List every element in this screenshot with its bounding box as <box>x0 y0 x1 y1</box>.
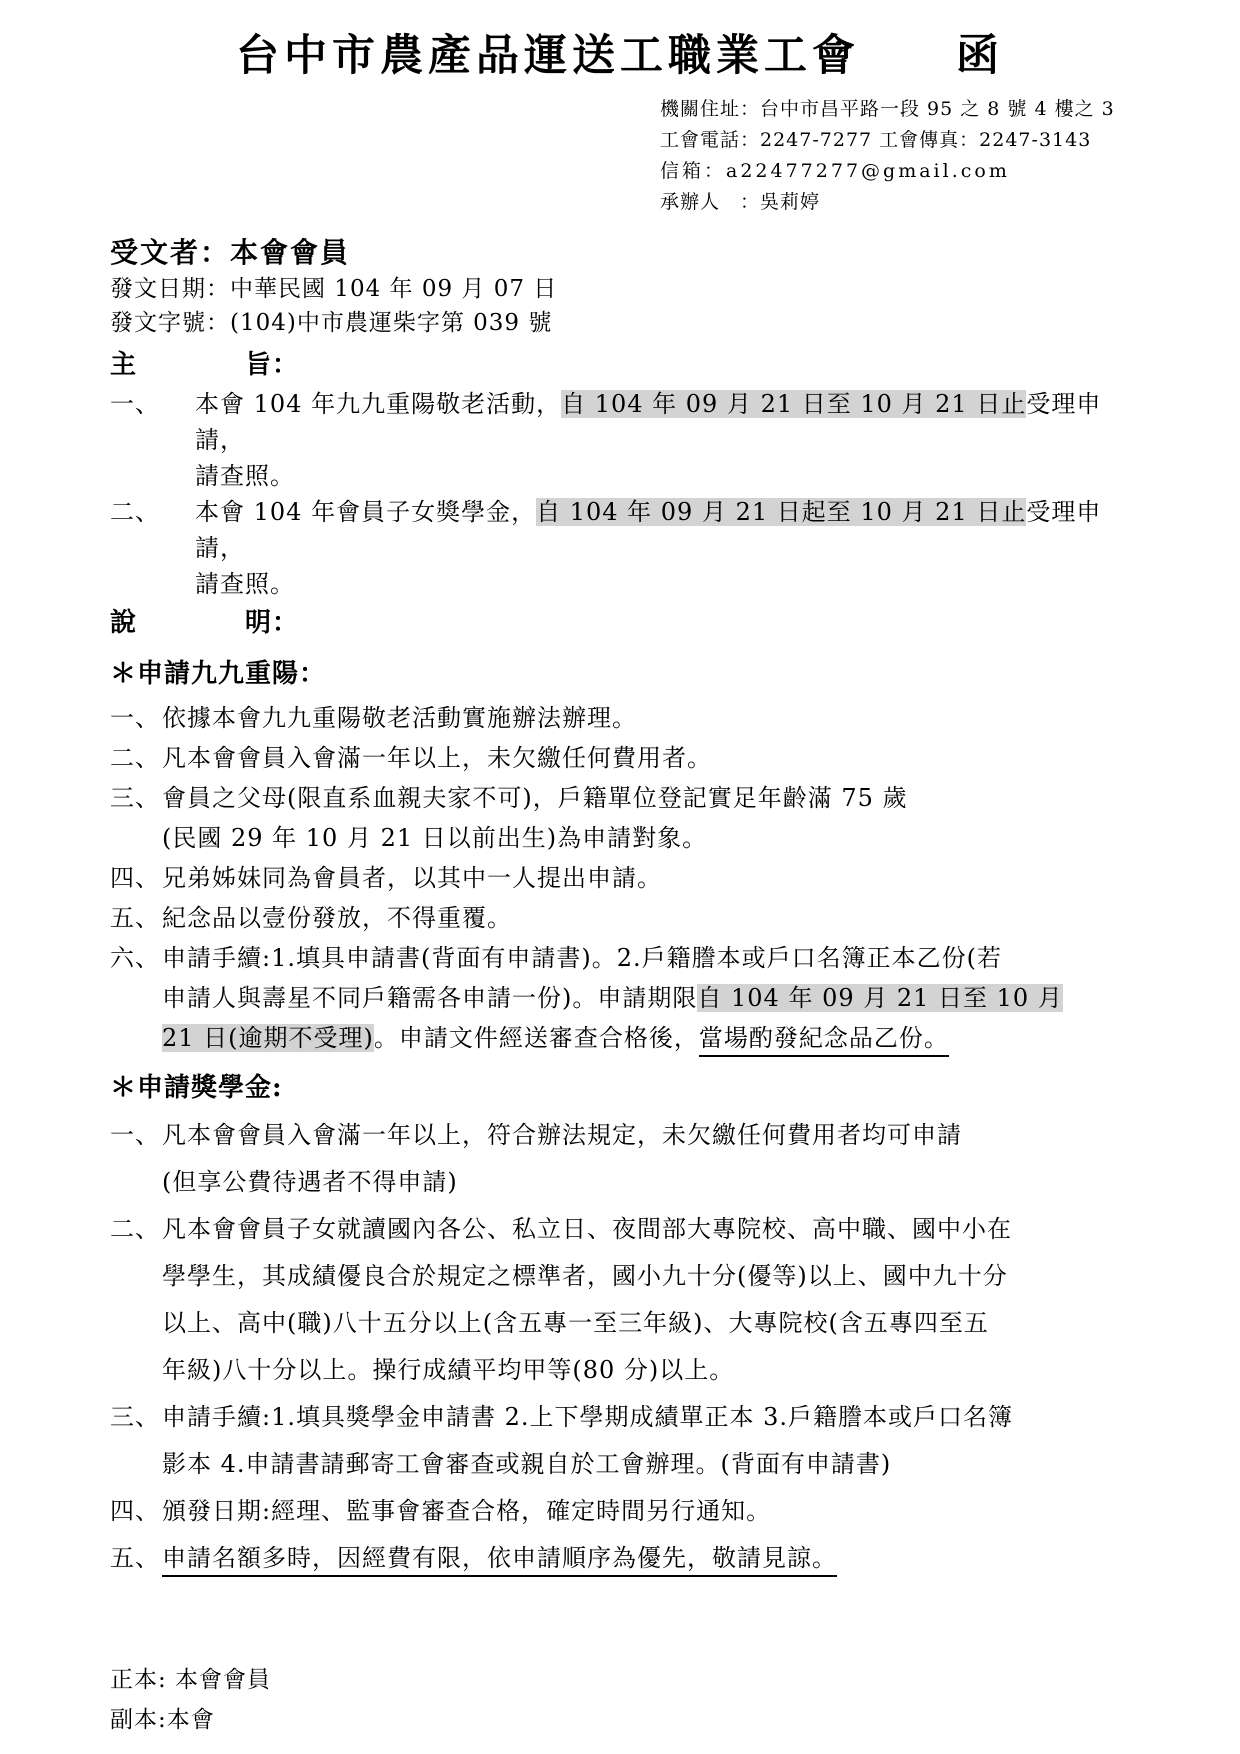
body-item <box>110 1206 1130 1394</box>
item-marker: 三、 <box>110 1403 160 1431</box>
section-label: 主 旨： <box>110 350 300 380</box>
body-item <box>110 386 1130 494</box>
text-segment: 頒發日期:經理、監事會審查合格，確定時間另行通知。 <box>162 1497 772 1525</box>
document-body <box>110 344 1130 1582</box>
copy-original-line: 正本: 本會會員 <box>110 1667 272 1693</box>
body-item <box>110 898 1130 938</box>
section-subheader: ＊申請九九重陽： <box>110 659 327 689</box>
highlighted-text: 自 104 年 09 月 21 日至 10 月 21 日止 <box>561 390 1027 418</box>
text-segment: 。申請文件經送審查合格後， <box>373 1024 699 1052</box>
text-segment: 本會 104 年九九重陽敬老活動， <box>195 390 562 418</box>
text-segment: 申請手續:1.填具獎學金申請書 2.上下學期成績單正本 3.戶籍謄本或戶口名簿 <box>162 1403 1014 1431</box>
text-segment: 學學生，其成績優良合於規定之標準者，國小九十分(優等)以上、國中九十分 <box>162 1262 1008 1290</box>
ref-number-line: 發文字號：(104)中市農運柴字第 039 號 <box>110 310 553 336</box>
underlined-text: 申請名額多時，因經費有限，依申請順序為優先，敬請見諒。 <box>162 1544 837 1577</box>
text-segment: 影本 4.申請書請郵寄工會審查或親自於工會辦理。(背面有申請書) <box>162 1450 892 1478</box>
text-segment: 凡本會會員入會滿一年以上，未欠繳任何費用者。 <box>162 744 712 772</box>
text-segment: 以上、高中(職)八十五分以上(含五專一至三年級)、大專院校(含五專四至五 <box>162 1309 989 1337</box>
item-marker: 五、 <box>110 1544 160 1572</box>
text-segment: 請查照。 <box>195 462 295 490</box>
body-item <box>110 698 1130 738</box>
item-marker: 四、 <box>110 1497 160 1525</box>
body-item <box>110 738 1130 778</box>
org-email: 信箱：a22477277@gmail.com <box>660 160 1010 182</box>
text-segment: 受理申請， <box>195 390 1102 454</box>
org-address: 機關住址：台中市昌平路一段 95 之 8 號 4 樓之 3 <box>660 98 1115 120</box>
text-segment: 申請人與壽星不同戶籍需各申請一份)。申請期限 <box>162 984 698 1012</box>
text-segment: 凡本會會員子女就讀國內各公、私立日、夜間部大專院校、高中職、國中小在 <box>162 1215 1012 1243</box>
item-marker: 二、 <box>110 1215 160 1243</box>
text-segment: 會員之父母(限直系血親夫家不可)，戶籍單位登記實足年齡滿 75 歲 <box>162 784 908 812</box>
text-segment: 請查照。 <box>195 570 295 598</box>
text-segment: (但享公費待遇者不得申請) <box>162 1168 458 1196</box>
item-marker: 二、 <box>110 744 160 772</box>
item-marker: 一、 <box>110 390 160 418</box>
section-label: 說 明： <box>110 608 300 638</box>
section-subheader: ＊申請獎學金: <box>110 1073 283 1103</box>
highlighted-text: 自 104 年 09 月 21 日至 10 月 <box>697 984 1063 1012</box>
copy-duplicate-line: 副本:本會 <box>110 1707 215 1733</box>
underlined-text: 當場酌發紀念品乙份。 <box>699 1024 949 1057</box>
text-segment: 本會 104 年會員子女獎學金， <box>195 498 537 526</box>
body-item <box>110 1112 1130 1206</box>
highlighted-text: 21 日(逾期不受理) <box>162 1024 374 1052</box>
item-marker: 五、 <box>110 904 160 932</box>
item-marker: 三、 <box>110 784 160 812</box>
item-marker: 六、 <box>110 944 160 972</box>
item-marker: 二、 <box>110 498 160 526</box>
document-title: 台中市農產品運送工職業工會 函 <box>236 31 1004 81</box>
issue-date-line: 發文日期：中華民國 104 年 09 月 07 日 <box>110 276 558 302</box>
text-segment: (民國 29 年 10 月 21 日以前出生)為申請對象。 <box>162 824 708 852</box>
org-phone-fax: 工會電話：2247-7277 工會傳真：2247-3143 <box>660 129 1092 151</box>
text-segment: 年級)八十分以上。操行成績平均甲等(80 分)以上。 <box>162 1356 735 1384</box>
body-item <box>110 1394 1130 1488</box>
highlighted-text: 自 104 年 09 月 21 日起至 10 月 21 日止 <box>536 498 1027 526</box>
text-segment: 凡本會會員入會滿一年以上，符合辦法規定，未欠繳任何費用者均可申請 <box>162 1121 962 1149</box>
recipient-line: 受文者：本會會員 <box>110 236 351 269</box>
body-item <box>110 1535 1130 1582</box>
text-segment: 紀念品以壹份發放，不得重覆。 <box>162 904 512 932</box>
text-segment: 依據本會九九重陽敬老活動實施辦法辦理。 <box>162 704 637 732</box>
body-item <box>110 778 1130 858</box>
item-marker: 四、 <box>110 864 160 892</box>
text-segment: 兄弟姊妹同為會員者，以其中一人提出申請。 <box>162 864 662 892</box>
body-item <box>110 1488 1130 1535</box>
item-marker: 一、 <box>110 704 160 732</box>
body-item <box>110 938 1130 1058</box>
body-item <box>110 858 1130 898</box>
copies-block <box>110 1660 1130 1740</box>
text-segment: 申請手續:1.填具申請書(背面有申請書)。2.戶籍謄本或戶口名簿正本乙份(若 <box>162 944 1002 972</box>
text-segment: 受理申請， <box>195 498 1102 562</box>
org-handler: 承辦人 ：吳莉婷 <box>660 191 821 213</box>
body-item <box>110 494 1130 602</box>
contact-block <box>660 94 1130 218</box>
item-marker: 一、 <box>110 1121 160 1149</box>
